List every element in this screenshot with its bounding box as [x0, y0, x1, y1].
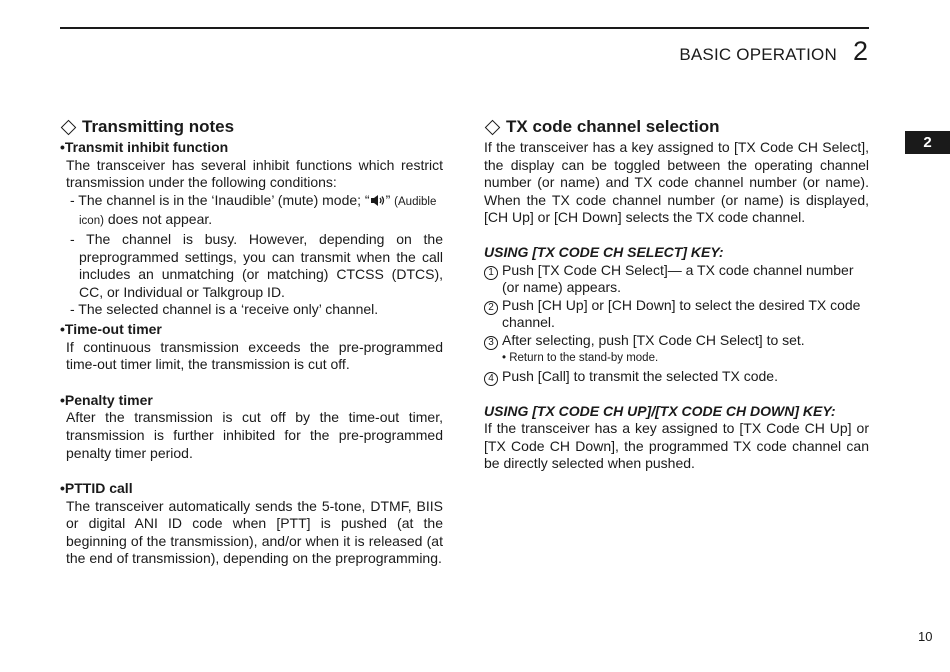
left-column — [60, 117, 443, 568]
penalty-body: After the transmission is cut off by the time-out timer, transmission is further inhibited for the pre-programmed penalty timer period. — [66, 409, 443, 461]
penalty-heading: •Penalty timer — [60, 391, 153, 408]
inhibit-heading: •Transmit inhibit function — [60, 139, 229, 155]
step-4-number: 4 — [484, 372, 498, 386]
inhibit-item1-text-b: ” — [385, 191, 395, 208]
inhibit-item-inaudible — [65, 192, 443, 231]
inhibit-item-busy: - The channel is busy. However, depending on the preprogrammed settings, you can transmit when the call includes an unmatching (or matching) CTCSS (DTCS), CC, or Individual or Talkgroup ID. — [70, 230, 443, 300]
inhibit-item1-text-d: does not appear. — [103, 211, 213, 228]
transmitting-notes-title: Transmitting notes — [82, 117, 235, 136]
updown-key-body: If the transceiver has a key assigned to [TX Code CH Up] or [TX Code CH Down], the programmed TX code channel can be directly selected when pushed. — [484, 420, 869, 472]
step-1-number: 1 — [484, 266, 498, 280]
diamond-icon — [61, 119, 77, 135]
timeout-body: If continuous transmission exceeds the pre-programmed time-out timer limit, the transmission is cut off. — [66, 338, 443, 373]
step-3-number: 3 — [484, 336, 498, 350]
step-4 — [484, 368, 869, 386]
chapter-number: 2 — [852, 36, 868, 66]
diamond-icon — [485, 119, 501, 135]
chapter-side-tab: 2 — [905, 131, 950, 154]
step-3-note: • Return to the stand-by mode. — [502, 351, 659, 364]
audible-icon — [370, 194, 386, 207]
step-3-text: After selecting, push [TX Code CH Select] to set. — [502, 331, 805, 348]
transmitting-notes-heading — [60, 117, 443, 137]
step-4-text: Push [Call] to transmit the selected TX code. — [502, 367, 778, 384]
step-2 — [484, 297, 869, 332]
updown-key-heading: USING [TX CODE CH UP]/[TX CODE CH DOWN] KEY: — [484, 402, 836, 419]
right-column — [484, 117, 869, 473]
timeout-heading: •Time-out timer — [60, 320, 162, 337]
page-number: 10 — [918, 629, 933, 644]
section-header-title: BASIC OPERATION — [679, 45, 837, 64]
inhibit-item-receive-only: - The selected channel is a ‘receive only’ channel. — [70, 301, 379, 318]
step-2-text: Push [CH Up] or [CH Down] to select the desired TX code channel. — [502, 296, 861, 331]
step-1-text: Push [TX Code CH Select]— a TX code channel number (or name) appears. — [502, 261, 854, 296]
inhibit-intro: The transceiver has several inhibit functions which restrict transmission under the following conditions: — [66, 156, 443, 191]
tx-code-intro: If the transceiver has a key assigned to [TX Code CH Select], the display can be toggled between the operating channel number (or name) and TX code channel number (or name). When the TX code channel number (or name) is displayed, [CH Up] or [CH Down] selects the TX code channel. — [484, 139, 869, 226]
inhibit-item1-text-a: - The channel is in the ‘Inaudible’ (mute) mode; “ — [70, 191, 370, 208]
pttid-heading: •PTTID call — [60, 480, 133, 497]
step-2-number: 2 — [484, 301, 498, 315]
top-rule — [60, 27, 869, 29]
step-1 — [484, 262, 869, 297]
step-3 — [484, 332, 869, 350]
tx-code-heading — [484, 117, 869, 137]
page-header — [679, 36, 868, 67]
audible-icon-caption: (Audible icon) — [79, 195, 437, 228]
tx-code-title: TX code channel selection — [506, 117, 720, 136]
select-key-heading: USING [TX CODE CH SELECT] KEY: — [484, 243, 724, 260]
pttid-body: The transceiver automatically sends the 5-tone, DTMF, BIIS or digital ANI ID code when [PTT] is pushed (at the beginning of the transmission), and/or when it is released (at the end of transmission), depending on the preprogramming. — [66, 497, 443, 567]
